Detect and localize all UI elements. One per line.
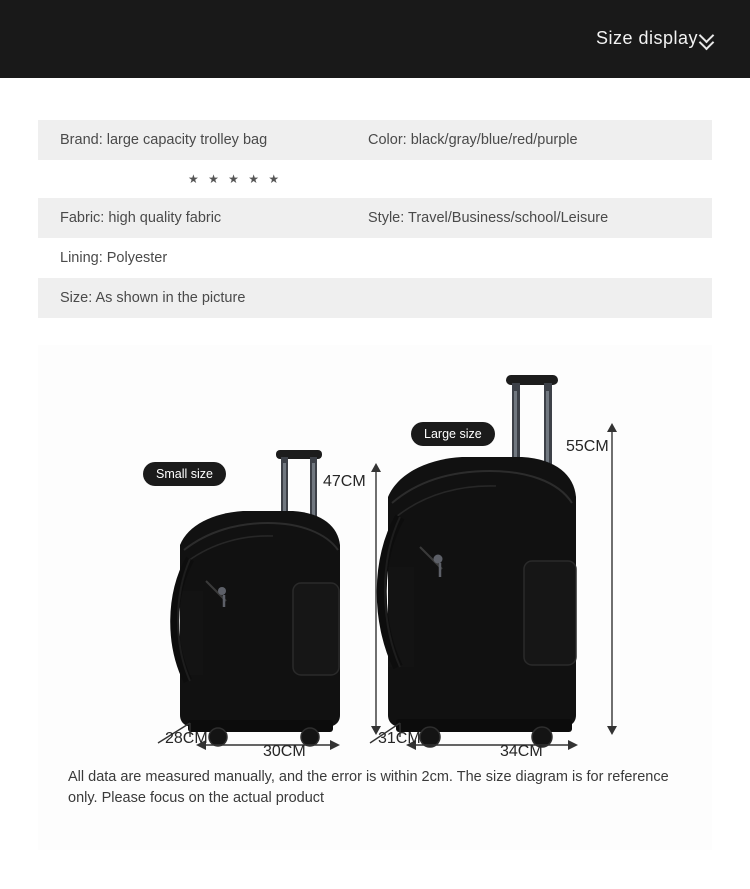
chevron-double-down-icon (700, 30, 720, 52)
large-size-label: Large size (411, 422, 495, 446)
spec-style: Style: Travel/Business/school/Leisure (368, 210, 609, 226)
small-width-value: 30CM (263, 743, 306, 760)
spec-size: Size: As shown in the picture (60, 290, 246, 306)
large-height-value: 55CM (566, 438, 609, 455)
spec-lining: Lining: Polyester (60, 250, 168, 266)
table-row (38, 238, 712, 278)
header-band (0, 0, 750, 78)
large-depth-value: 31CM (378, 730, 421, 747)
spec-color: Color: black/gray/blue/red/purple (368, 132, 578, 148)
table-row (38, 278, 712, 318)
small-height-value: 47CM (323, 473, 366, 490)
rating-stars: ★ ★ ★ ★ ★ (188, 172, 283, 186)
spec-table (38, 120, 712, 318)
large-bag-body (382, 457, 576, 747)
small-bag-body (175, 511, 340, 746)
size-diagram (38, 345, 712, 850)
spec-brand: Brand: large capacity trolley bag (60, 132, 268, 148)
small-size-label: Small size (143, 462, 226, 486)
spec-fabric: Fabric: high quality fabric (60, 210, 222, 226)
page-title: Size display (595, 28, 698, 48)
large-width-value: 34CM (500, 743, 543, 760)
table-row (38, 120, 712, 160)
large-height-dimension (607, 423, 617, 735)
measurement-note: All data are measured manually, and the error is within 2cm. The size diagram is for reference only. Please focus on the actual product (68, 769, 669, 806)
table-row-stars (38, 160, 712, 198)
table-row (38, 198, 712, 238)
small-depth-value: 28CM (165, 730, 208, 747)
